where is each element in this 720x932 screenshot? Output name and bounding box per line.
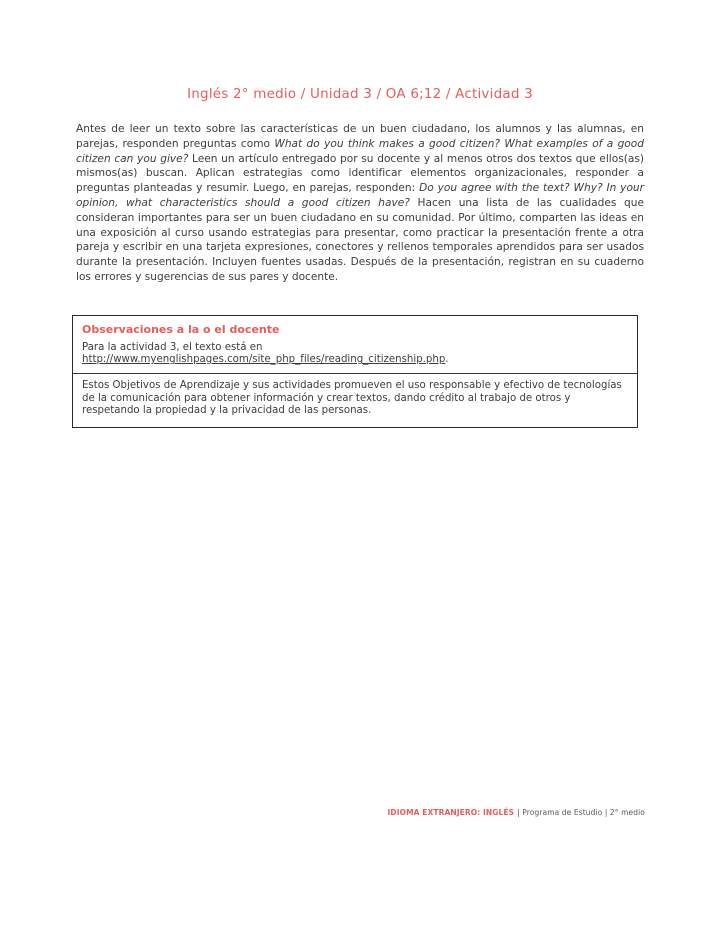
- footer-program-label: | Programa de Estudio | 2° medio: [517, 808, 645, 817]
- observations-activity-note: [73, 336, 637, 373]
- activity-note-text: Para la actividad 3, el texto está en: [82, 341, 263, 353]
- page-footer: [388, 808, 645, 817]
- activity-description-paragraph: Antes de leer un texto sobre las características de un buen ciudadano, los alumnos y las alumnas, en parejas, responden preguntas como What do you think makes a good citizen? What examples of a good citizen can you give? Leen un artículo entregado por su docente y al menos otros dos textos que ellos(as) mismos(as) buscan. Aplican estrategias como identificar elementos organizacionales, responder a preguntas planteadas y resumir. Luego, en parejas, responden: Do you agree with the text? Why? In your opinion, what characteristics should a good citizen have? Hacen una lista de las cualidades que consideran importantes para ser un buen ciudadano en su comunidad. Por último, comparten las ideas en una exposición al curso usando estrategias para presentar, como practicar la presentación frente a otra pareja y escribir en una tarjeta expresiones, conectores y rellenos temporales aprendidos para ser usados durante la presentación. Incluyen fuentes usadas. Después de la presentación, registran en su cuaderno los errores y sugerencias de sus pares y docente.: [76, 123, 645, 283]
- observations-heading: Observaciones a la o el docente: [82, 322, 280, 336]
- observations-box: [72, 315, 638, 428]
- link-suffix: .: [445, 354, 449, 366]
- page-title: Inglés 2° medio / Unidad 3 / OA 6;12 / Actividad 3: [187, 86, 533, 102]
- objectives-note: Estos Objetivos de Aprendizaje y sus actividades promueven el uso responsable y efectivo de tecnologías de la comunicación para obtener información y crear textos, dando crédito al trabajo de otros y respetando la propiedad y la privacidad de las personas.: [82, 379, 622, 417]
- reading-citizenship-link[interactable]: http://www.myenglishpages.com/site_php_files/reading_citizenship.php: [82, 354, 446, 366]
- footer-subject-label: IDIOMA EXTRANJERO: INGLÉS: [387, 808, 515, 817]
